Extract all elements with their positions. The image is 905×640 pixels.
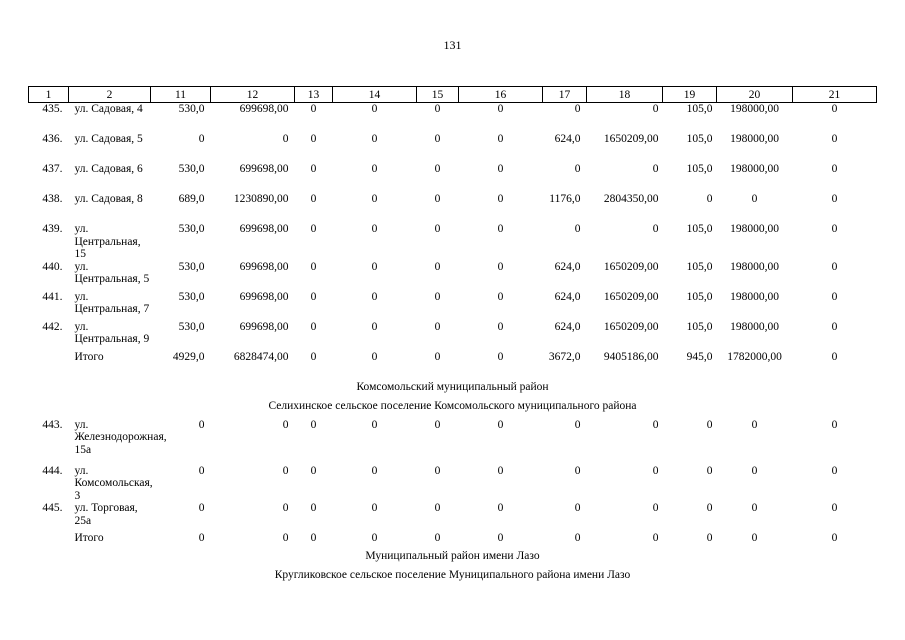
value-cell: 0 xyxy=(652,103,659,115)
value-cell: 0 xyxy=(434,103,441,115)
value-cell: 0 xyxy=(371,133,378,145)
value-cell: 198000,00 xyxy=(730,223,779,235)
value-cell: 0 xyxy=(282,464,289,477)
value-cell: 6828474,00 xyxy=(233,350,289,363)
value-cell: 0 xyxy=(574,502,581,514)
table-row xyxy=(29,291,877,321)
value-cell: 198000,00 xyxy=(730,290,779,303)
row-number: 437. xyxy=(42,163,63,175)
value-cell: 9405186,00 xyxy=(603,350,659,363)
value-cell: 0 xyxy=(371,223,378,235)
address-cell: ул. Садовая, 5 xyxy=(74,133,143,145)
value-cell: 0 xyxy=(371,260,378,273)
row-number: 436. xyxy=(42,133,63,145)
value-cell: 0 xyxy=(198,133,205,145)
value-cell: 0 xyxy=(574,532,581,544)
value-cell: 1650209,00 xyxy=(603,133,659,145)
value-cell: 198000,00 xyxy=(730,133,779,145)
value-cell: 530,0 xyxy=(178,103,205,115)
value-cell: 0 xyxy=(371,350,378,363)
value-cell: 0 xyxy=(497,464,504,477)
page-number: 131 xyxy=(443,38,462,52)
value-cell: 699698,00 xyxy=(239,260,289,273)
value-cell: 0 xyxy=(652,502,659,514)
value-cell: 699698,00 xyxy=(239,223,289,235)
value-cell: 0 xyxy=(497,350,504,363)
value-cell: 198000,00 xyxy=(730,320,779,333)
section-heading xyxy=(29,381,877,400)
value-cell: 0 xyxy=(706,502,713,514)
value-cell: 0 xyxy=(198,532,205,544)
value-cell: 1650209,00 xyxy=(603,260,659,273)
value-cell: 0 xyxy=(310,502,317,514)
value-cell: 0 xyxy=(497,418,504,431)
value-cell: 105,0 xyxy=(686,103,713,115)
value-cell: 0 xyxy=(282,532,289,544)
value-cell: 0 xyxy=(282,502,289,514)
table-row xyxy=(29,465,877,503)
value-cell: 0 xyxy=(831,502,838,514)
value-cell: 0 xyxy=(831,103,838,115)
data-table xyxy=(28,86,877,588)
value-cell: 689,0 xyxy=(178,193,205,205)
value-cell: 0 xyxy=(310,320,317,333)
row-number: 440. xyxy=(42,260,63,273)
value-cell: 0 xyxy=(310,260,317,273)
address-cell: ул. Центральная, 5 xyxy=(74,260,150,285)
address-cell: ул. Центральная, 7 xyxy=(74,290,150,315)
value-cell: 2804350,00 xyxy=(603,193,659,205)
value-cell: 0 xyxy=(706,418,713,431)
value-cell: 0 xyxy=(652,464,659,477)
value-cell: 0 xyxy=(831,350,838,363)
value-cell: 105,0 xyxy=(686,260,713,273)
value-cell: 0 xyxy=(706,532,713,544)
row-number xyxy=(29,351,69,381)
table-row xyxy=(29,321,877,351)
row-number: 439. xyxy=(42,223,63,235)
section-heading-text: Муниципальный район имени Лазо xyxy=(365,550,540,562)
row-number: 443. xyxy=(42,418,63,431)
value-cell: 0 xyxy=(310,532,317,544)
column-header: 17 xyxy=(543,87,587,103)
value-cell: 0 xyxy=(310,193,317,205)
column-header: 18 xyxy=(587,87,663,103)
value-cell: 0 xyxy=(282,133,289,145)
value-cell: 0 xyxy=(434,163,441,175)
address-cell: ул. Садовая, 6 xyxy=(74,163,143,175)
table-body xyxy=(29,103,877,589)
address-cell: Итого xyxy=(74,532,104,544)
value-cell: 0 xyxy=(831,260,838,273)
column-header: 20 xyxy=(717,87,793,103)
total-row xyxy=(29,351,877,381)
value-cell: 0 xyxy=(198,502,205,514)
section-heading xyxy=(29,550,877,569)
column-header: 14 xyxy=(333,87,417,103)
value-cell: 0 xyxy=(434,350,441,363)
value-cell: 3672,0 xyxy=(548,350,581,363)
value-cell: 0 xyxy=(198,464,205,477)
value-cell: 0 xyxy=(434,464,441,477)
value-cell: 530,0 xyxy=(178,320,205,333)
value-cell: 624,0 xyxy=(554,290,581,303)
value-cell: 530,0 xyxy=(178,290,205,303)
value-cell: 1650209,00 xyxy=(603,290,659,303)
value-cell: 0 xyxy=(371,193,378,205)
section-heading-text: Селихинское сельское поселение Комсомольского муниципального района xyxy=(268,399,637,412)
value-cell: 105,0 xyxy=(686,223,713,235)
value-cell: 0 xyxy=(497,502,504,514)
value-cell: 0 xyxy=(434,532,441,544)
column-header: 2 xyxy=(69,87,151,103)
value-cell: 0 xyxy=(434,133,441,145)
value-cell: 0 xyxy=(831,532,838,544)
value-cell: 0 xyxy=(310,464,317,477)
row-number: 442. xyxy=(42,320,63,333)
section-heading xyxy=(29,400,877,419)
value-cell: 4929,0 xyxy=(172,350,205,363)
table-row xyxy=(29,223,877,261)
value-cell: 1230890,00 xyxy=(233,193,289,205)
value-cell: 0 xyxy=(831,290,838,303)
value-cell: 0 xyxy=(371,290,378,303)
value-cell: 198000,00 xyxy=(730,260,779,273)
section-heading-text: Комсомольский муниципальный район xyxy=(356,380,549,393)
value-cell: 0 xyxy=(434,193,441,205)
table-row xyxy=(29,502,877,532)
value-cell: 0 xyxy=(831,464,838,477)
column-header: 15 xyxy=(417,87,459,103)
value-cell: 105,0 xyxy=(686,290,713,303)
column-header: 16 xyxy=(459,87,543,103)
section-heading xyxy=(29,569,877,588)
value-cell: 0 xyxy=(310,350,317,363)
value-cell: 0 xyxy=(831,418,838,431)
value-cell: 0 xyxy=(198,418,205,431)
value-cell: 0 xyxy=(310,163,317,175)
address-cell: Итого xyxy=(74,350,104,363)
column-header: 19 xyxy=(663,87,717,103)
value-cell: 0 xyxy=(371,464,378,477)
address-cell: ул. Торговая, 25а xyxy=(74,502,138,527)
value-cell: 0 xyxy=(751,532,758,544)
value-cell: 0 xyxy=(574,418,581,431)
value-cell: 0 xyxy=(371,163,378,175)
row-number xyxy=(29,532,69,550)
table-row xyxy=(29,261,877,291)
value-cell: 0 xyxy=(310,418,317,431)
value-cell: 624,0 xyxy=(554,133,581,145)
table-row xyxy=(29,419,877,465)
row-number: 444. xyxy=(42,464,63,477)
address-cell: ул. Садовая, 8 xyxy=(74,193,143,205)
value-cell: 0 xyxy=(497,290,504,303)
row-number: 435. xyxy=(42,103,63,115)
column-header: 1 xyxy=(29,87,69,103)
value-cell: 0 xyxy=(497,163,504,175)
value-cell: 0 xyxy=(574,103,581,115)
value-cell: 1782000,00 xyxy=(727,350,782,363)
value-cell: 0 xyxy=(831,133,838,145)
address-cell: ул. Центральная, 15 xyxy=(74,223,141,260)
column-header: 12 xyxy=(211,87,295,103)
value-cell: 0 xyxy=(706,193,713,205)
value-cell: 0 xyxy=(434,223,441,235)
value-cell: 0 xyxy=(282,418,289,431)
value-cell: 0 xyxy=(497,260,504,273)
value-cell: 945,0 xyxy=(686,350,713,363)
column-header-row xyxy=(29,87,877,103)
value-cell: 105,0 xyxy=(686,320,713,333)
value-cell: 0 xyxy=(831,193,838,205)
table-row xyxy=(29,133,877,163)
value-cell: 0 xyxy=(434,502,441,514)
section-heading-text: Кругликовское сельское поселение Муниципального района имени Лазо xyxy=(274,569,631,581)
value-cell: 699698,00 xyxy=(239,290,289,303)
value-cell: 0 xyxy=(706,464,713,477)
address-cell: ул. Садовая, 4 xyxy=(74,103,143,115)
value-cell: 699698,00 xyxy=(239,103,289,115)
value-cell: 0 xyxy=(434,320,441,333)
value-cell: 0 xyxy=(310,223,317,235)
column-header: 21 xyxy=(793,87,877,103)
value-cell: 198000,00 xyxy=(730,163,779,175)
row-number: 438. xyxy=(42,193,63,205)
value-cell: 0 xyxy=(831,223,838,235)
value-cell: 0 xyxy=(652,418,659,431)
value-cell: 699698,00 xyxy=(239,163,289,175)
value-cell: 105,0 xyxy=(686,163,713,175)
value-cell: 0 xyxy=(497,133,504,145)
value-cell: 0 xyxy=(434,260,441,273)
value-cell: 0 xyxy=(751,464,758,477)
value-cell: 0 xyxy=(751,502,758,514)
value-cell: 0 xyxy=(574,464,581,477)
value-cell: 530,0 xyxy=(178,260,205,273)
value-cell: 0 xyxy=(371,502,378,514)
value-cell: 0 xyxy=(497,193,504,205)
value-cell: 0 xyxy=(751,193,758,205)
value-cell: 198000,00 xyxy=(730,103,779,115)
value-cell: 699698,00 xyxy=(239,320,289,333)
table-row xyxy=(29,193,877,223)
value-cell: 0 xyxy=(310,133,317,145)
address-cell: ул. Центральная, 9 xyxy=(74,320,150,345)
value-cell: 0 xyxy=(497,532,504,544)
total-row xyxy=(29,532,877,550)
value-cell: 0 xyxy=(497,223,504,235)
value-cell: 0 xyxy=(497,103,504,115)
value-cell: 0 xyxy=(310,103,317,115)
row-number: 445. xyxy=(42,502,63,514)
table-row xyxy=(29,163,877,193)
value-cell: 0 xyxy=(574,223,581,235)
value-cell: 0 xyxy=(434,418,441,431)
column-header: 11 xyxy=(151,87,211,103)
value-cell: 0 xyxy=(371,103,378,115)
value-cell: 0 xyxy=(574,163,581,175)
value-cell: 624,0 xyxy=(554,320,581,333)
value-cell: 530,0 xyxy=(178,223,205,235)
address-cell: ул. Железнодорожная, 15а xyxy=(74,418,167,456)
value-cell: 0 xyxy=(751,418,758,431)
value-cell: 0 xyxy=(371,532,378,544)
value-cell: 0 xyxy=(371,320,378,333)
value-cell: 105,0 xyxy=(686,133,713,145)
table-row xyxy=(29,103,877,134)
value-cell: 0 xyxy=(652,163,659,175)
value-cell: 0 xyxy=(497,320,504,333)
value-cell: 1176,0 xyxy=(549,193,581,205)
row-number: 441. xyxy=(42,290,63,303)
value-cell: 0 xyxy=(371,418,378,431)
value-cell: 530,0 xyxy=(178,163,205,175)
value-cell: 0 xyxy=(831,163,838,175)
value-cell: 0 xyxy=(434,290,441,303)
value-cell: 0 xyxy=(831,320,838,333)
value-cell: 1650209,00 xyxy=(603,320,659,333)
address-cell: ул. Комсомольская, 3 xyxy=(74,464,153,502)
value-cell: 0 xyxy=(652,223,659,235)
value-cell: 0 xyxy=(310,290,317,303)
value-cell: 624,0 xyxy=(554,260,581,273)
value-cell: 0 xyxy=(652,532,659,544)
column-header: 13 xyxy=(295,87,333,103)
